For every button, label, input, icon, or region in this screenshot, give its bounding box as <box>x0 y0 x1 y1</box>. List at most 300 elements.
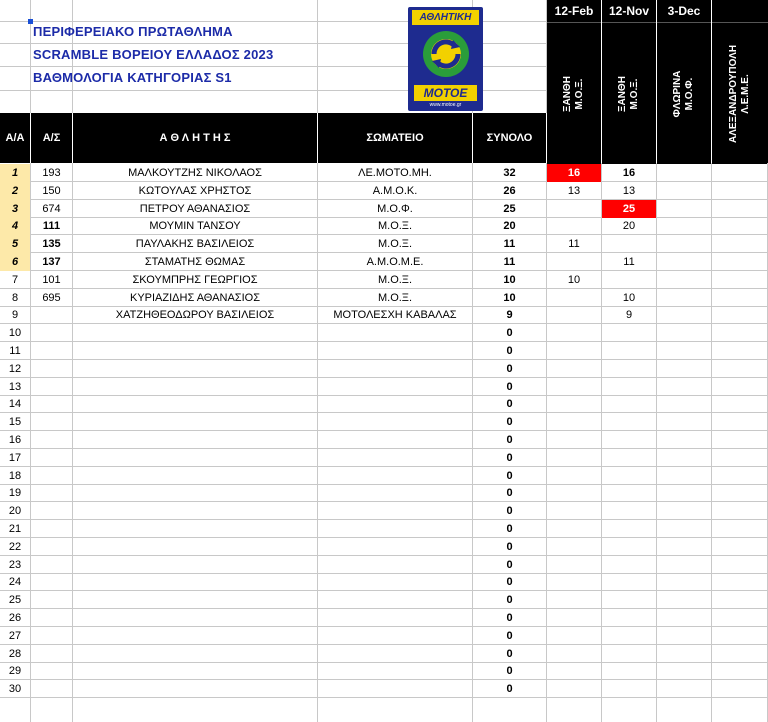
cell-e2[interactable] <box>602 591 656 609</box>
cell-e4[interactable] <box>712 182 767 200</box>
logo-url-text: www.motoe.gr <box>429 102 462 108</box>
cell-total[interactable]: 0 <box>506 576 513 589</box>
cell-e2[interactable] <box>602 378 656 396</box>
cell-e3[interactable] <box>657 217 711 235</box>
cell-e1[interactable] <box>547 467 601 485</box>
cell-e3[interactable] <box>657 573 711 591</box>
cell-e1[interactable] <box>547 502 601 520</box>
cell-total[interactable]: 0 <box>506 451 513 464</box>
cell-athlete[interactable] <box>73 680 317 698</box>
cell-as[interactable] <box>31 484 72 502</box>
cell-e2[interactable] <box>602 538 656 556</box>
cell-e1[interactable] <box>547 431 601 449</box>
cell-e3[interactable] <box>657 235 711 253</box>
cell-as[interactable] <box>31 591 72 609</box>
cell-e4[interactable] <box>712 573 767 591</box>
cell-e2[interactable] <box>602 467 656 485</box>
cell-total[interactable]: 0 <box>506 345 513 357</box>
cell-aa[interactable]: 17 <box>8 451 22 464</box>
cell-e3[interactable] <box>657 289 711 307</box>
cell-e3[interactable] <box>657 520 711 538</box>
cell-e4[interactable] <box>712 378 767 396</box>
grid-line <box>472 163 473 722</box>
cell-e2[interactable] <box>602 627 656 645</box>
cell-e1[interactable] <box>547 378 601 396</box>
cell-club[interactable] <box>318 449 472 467</box>
cell-athlete[interactable]: ΜΟΥΜΙΝ ΤΑΝΣΟΥ <box>149 220 241 233</box>
cell-total[interactable]: 0 <box>506 540 513 553</box>
cell-athlete[interactable] <box>73 413 317 431</box>
cell-club[interactable] <box>318 467 472 485</box>
cell-e1[interactable] <box>547 484 601 502</box>
table-row <box>0 609 768 627</box>
cell-total[interactable]: 0 <box>506 523 513 535</box>
cell-total[interactable]: 0 <box>506 612 513 624</box>
cell-aa[interactable]: 24 <box>8 576 22 589</box>
cell-club[interactable] <box>318 342 472 360</box>
cell-club[interactable] <box>318 324 472 342</box>
cell-athlete[interactable] <box>73 502 317 520</box>
cell-e2[interactable]: 10 <box>622 291 636 304</box>
cell-e2[interactable] <box>602 520 656 538</box>
cell-e2[interactable] <box>602 662 656 680</box>
table-row <box>0 164 768 182</box>
cell-athlete[interactable] <box>73 449 317 467</box>
cell-as[interactable] <box>31 342 72 360</box>
cell-as[interactable]: 674 <box>42 202 61 215</box>
cell-total[interactable]: 0 <box>506 505 513 518</box>
cell-e3[interactable] <box>657 342 711 360</box>
cell-as[interactable] <box>31 324 72 342</box>
cell-athlete[interactable] <box>73 662 317 680</box>
cell-as[interactable] <box>31 431 72 449</box>
grid-line <box>30 0 31 113</box>
cell-as[interactable]: 111 <box>42 220 61 233</box>
cell-total[interactable]: 11 <box>503 256 516 268</box>
cell-e2[interactable] <box>602 609 656 627</box>
cell-e3[interactable] <box>657 182 711 200</box>
table-row <box>0 591 768 609</box>
cell-aa[interactable]: 23 <box>8 558 22 571</box>
cell-e1[interactable] <box>547 413 601 431</box>
cell-athlete[interactable] <box>73 609 317 627</box>
cell-as[interactable] <box>31 556 72 574</box>
cell-e3[interactable] <box>657 253 711 271</box>
cell-e4[interactable] <box>712 502 767 520</box>
cell-as[interactable]: 137 <box>42 256 61 268</box>
cell-total[interactable]: 26 <box>503 184 516 197</box>
cell-e3[interactable] <box>657 627 711 645</box>
cell-e1[interactable] <box>547 591 601 609</box>
cell-club[interactable]: Α.Μ.Ο.Κ. <box>372 184 418 197</box>
table-row <box>0 573 768 591</box>
cell-total[interactable]: 0 <box>506 469 513 482</box>
cell-e4[interactable] <box>712 627 767 645</box>
motoe-logo <box>408 7 483 111</box>
cell-e3[interactable] <box>657 271 711 289</box>
cell-e2[interactable] <box>602 271 656 289</box>
title-line-3: ΒΑΘΜΟΛΟΓΙΑ ΚΑΤΗΓΟΡΙΑΣ S1 <box>33 70 232 85</box>
cell-as[interactable] <box>31 573 72 591</box>
cell-club[interactable] <box>318 360 472 378</box>
cell-as[interactable] <box>31 467 72 485</box>
cell-aa[interactable]: 27 <box>8 629 22 642</box>
cell-e3[interactable] <box>657 360 711 378</box>
cell-as[interactable]: 193 <box>42 167 61 179</box>
cell-total[interactable]: 10 <box>503 273 516 286</box>
table-row <box>0 431 768 449</box>
cell-aa[interactable]: 25 <box>8 594 22 607</box>
cell-e2[interactable] <box>602 324 656 342</box>
cell-club[interactable] <box>318 413 472 431</box>
column-header-aa: Α/Α <box>0 113 30 163</box>
cell-e1[interactable] <box>547 538 601 556</box>
cell-athlete[interactable]: ΣΚΟΥΜΠΡΗΣ ΓΕΩΡΓΙΟΣ <box>132 273 258 286</box>
cell-aa[interactable]: 10 <box>8 327 22 340</box>
cell-e1[interactable] <box>547 360 601 378</box>
cell-e4[interactable] <box>712 217 767 235</box>
cell-e1[interactable] <box>547 200 601 218</box>
cell-aa[interactable]: 8 <box>11 291 19 304</box>
cell-as[interactable] <box>31 360 72 378</box>
cell-e2[interactable] <box>602 360 656 378</box>
cell-athlete[interactable]: ΠΕΤΡΟΥ ΑΘΑΝΑΣΙΟΣ <box>139 202 251 215</box>
cell-aa[interactable]: 11 <box>9 345 21 357</box>
cell-club[interactable] <box>318 627 472 645</box>
cell-e3[interactable] <box>657 431 711 449</box>
cell-athlete[interactable] <box>73 538 317 556</box>
cell-e1[interactable] <box>547 217 601 235</box>
cell-athlete[interactable] <box>73 395 317 413</box>
event-name-2: ΞΑΝΘΗ Μ.Ο.Ξ. <box>617 75 640 112</box>
cell-e4[interactable] <box>712 413 767 431</box>
cell-total[interactable]: 11 <box>503 238 516 251</box>
cell-aa[interactable]: 18 <box>8 469 22 482</box>
cell-aa[interactable]: 14 <box>8 398 22 411</box>
grid-line <box>317 0 318 113</box>
cell-e3[interactable] <box>657 378 711 396</box>
cell-athlete[interactable] <box>73 378 317 396</box>
cell-as[interactable] <box>31 680 72 698</box>
cell-club[interactable] <box>318 484 472 502</box>
table-row <box>0 680 768 698</box>
cell-total[interactable]: 0 <box>506 683 513 696</box>
cell-e4[interactable] <box>712 306 767 324</box>
cell-as[interactable] <box>31 609 72 627</box>
cell-total[interactable]: 0 <box>506 327 513 340</box>
event-date-1: 12-Feb <box>547 0 601 22</box>
cell-e3[interactable] <box>657 556 711 574</box>
cell-e2[interactable] <box>602 413 656 431</box>
cell-club[interactable] <box>318 573 472 591</box>
cell-aa[interactable]: 22 <box>8 540 22 553</box>
cell-e1[interactable] <box>547 556 601 574</box>
cell-aa[interactable]: 3 <box>0 200 30 218</box>
cell-e3[interactable] <box>657 609 711 627</box>
cell-club[interactable] <box>318 591 472 609</box>
cell-e2[interactable]: 13 <box>622 184 636 197</box>
cell-aa[interactable]: 2 <box>0 182 30 200</box>
cell-e3[interactable] <box>657 484 711 502</box>
cell-club[interactable]: Α.Μ.Ο.Μ.Ε. <box>366 256 424 268</box>
cell-e4[interactable] <box>712 342 767 360</box>
cell-athlete[interactable] <box>73 645 317 663</box>
cell-as[interactable]: 150 <box>42 184 61 197</box>
cell-e1[interactable]: 11 <box>568 238 580 251</box>
cell-e2[interactable]: 25 <box>602 200 656 218</box>
column-header-as: Α/Σ <box>31 113 72 163</box>
cell-as[interactable] <box>31 662 72 680</box>
cell-club[interactable]: ΛΕ.ΜΟΤΟ.ΜΗ. <box>358 167 432 179</box>
cell-e1[interactable] <box>547 306 601 324</box>
cell-e2[interactable]: 16 <box>622 167 636 179</box>
cell-as[interactable] <box>31 538 72 556</box>
cell-e3[interactable] <box>657 591 711 609</box>
cell-e2[interactable] <box>602 395 656 413</box>
cell-athlete[interactable] <box>73 627 317 645</box>
cell-e4[interactable] <box>712 235 767 253</box>
cell-total[interactable]: 25 <box>503 202 516 215</box>
cell-total[interactable]: 32 <box>503 167 516 179</box>
cell-club[interactable] <box>318 609 472 627</box>
cell-as[interactable]: 695 <box>42 291 61 304</box>
cell-e3[interactable] <box>657 164 711 182</box>
cell-aa[interactable]: 26 <box>8 612 22 624</box>
logo-top-text: ΑΘΛΗΤΙΚΗ <box>412 10 479 25</box>
cell-e4[interactable] <box>712 591 767 609</box>
cell-aa[interactable]: 16 <box>8 434 22 446</box>
cell-total[interactable]: 0 <box>506 398 513 411</box>
cell-as[interactable] <box>31 378 72 396</box>
cell-e4[interactable] <box>712 253 767 271</box>
grid-line <box>30 163 31 722</box>
column-header-athlete: Α Θ Λ Η Τ Η Σ <box>73 113 317 163</box>
cell-e2[interactable] <box>602 556 656 574</box>
cell-club[interactable] <box>318 645 472 663</box>
event-date-4 <box>712 0 768 22</box>
cell-as[interactable] <box>31 306 72 324</box>
cell-e4[interactable] <box>712 395 767 413</box>
cell-e1[interactable] <box>547 449 601 467</box>
cell-aa[interactable]: 5 <box>0 235 30 253</box>
cell-total[interactable]: 0 <box>506 416 513 429</box>
cell-club[interactable] <box>318 502 472 520</box>
cell-club[interactable] <box>318 662 472 680</box>
cell-as[interactable] <box>31 627 72 645</box>
column-header-total: ΣΥΝΟΛΟ <box>473 113 546 163</box>
cell-as[interactable] <box>31 502 72 520</box>
cell-aa[interactable]: 6 <box>0 253 30 271</box>
table-row <box>0 662 768 680</box>
cell-e2[interactable] <box>602 502 656 520</box>
cell-club[interactable]: Μ.Ο.Φ. <box>377 202 413 215</box>
cell-club[interactable] <box>318 395 472 413</box>
cell-total[interactable]: 10 <box>503 291 516 304</box>
cell-e4[interactable] <box>712 556 767 574</box>
cell-total[interactable]: 0 <box>506 558 513 571</box>
cell-e4[interactable] <box>712 324 767 342</box>
table-row <box>0 289 768 307</box>
cell-e2[interactable] <box>602 484 656 502</box>
cell-e1[interactable] <box>547 680 601 698</box>
cell-e3[interactable] <box>657 200 711 218</box>
cell-aa[interactable]: 7 <box>11 273 19 286</box>
cell-club[interactable] <box>318 680 472 698</box>
cell-as[interactable]: 101 <box>42 273 61 286</box>
cell-e1[interactable] <box>547 324 601 342</box>
cell-e4[interactable] <box>712 467 767 485</box>
cell-e3[interactable] <box>657 395 711 413</box>
cell-athlete[interactable]: ΚΥΡΙΑΖΙΔΗΣ ΑΘΑΝΑΣΙΟΣ <box>129 291 260 304</box>
cell-e1[interactable] <box>547 395 601 413</box>
cell-e4[interactable] <box>712 484 767 502</box>
cell-aa[interactable]: 29 <box>8 665 22 678</box>
cell-e3[interactable] <box>657 449 711 467</box>
cell-aa[interactable]: 13 <box>8 380 22 393</box>
cell-total[interactable]: 9 <box>506 309 513 322</box>
cell-e2[interactable] <box>602 342 656 360</box>
cell-athlete[interactable] <box>73 342 317 360</box>
cell-e4[interactable] <box>712 538 767 556</box>
cell-e4[interactable] <box>712 200 767 218</box>
cell-as[interactable] <box>31 449 72 467</box>
cell-total[interactable]: 0 <box>506 434 513 446</box>
cell-as[interactable] <box>31 395 72 413</box>
cell-athlete[interactable] <box>73 484 317 502</box>
table-row <box>0 556 768 574</box>
cell-club[interactable] <box>318 538 472 556</box>
cell-e2[interactable]: 9 <box>625 309 633 322</box>
grid-line <box>711 163 712 722</box>
cell-athlete[interactable]: ΚΩΤΟΥΛΑΣ ΧΡΗΣΤΟΣ <box>138 184 252 197</box>
cell-e1[interactable] <box>547 289 601 307</box>
cell-athlete[interactable] <box>73 573 317 591</box>
cell-total[interactable]: 0 <box>506 665 513 678</box>
cell-aa[interactable]: 12 <box>8 362 22 375</box>
cell-e3[interactable] <box>657 645 711 663</box>
cell-e4[interactable] <box>712 520 767 538</box>
cell-aa[interactable]: 28 <box>8 647 22 660</box>
cell-e2[interactable]: 11 <box>623 256 635 268</box>
cell-total[interactable]: 0 <box>506 629 513 642</box>
cell-club[interactable] <box>318 556 472 574</box>
cell-e4[interactable] <box>712 645 767 663</box>
cell-e3[interactable] <box>657 413 711 431</box>
cell-e1[interactable]: 10 <box>567 273 581 286</box>
table-row <box>0 342 768 360</box>
cell-athlete[interactable]: ΣΤΑΜΑΤΗΣ ΘΩΜΑΣ <box>144 256 246 268</box>
cell-e3[interactable] <box>657 538 711 556</box>
event-name-1: ΞΑΝΘΗ Μ.Ο.Ξ. <box>562 75 585 112</box>
cell-e4[interactable] <box>712 360 767 378</box>
cell-club[interactable] <box>318 378 472 396</box>
cell-e1[interactable] <box>547 645 601 663</box>
cell-e1[interactable] <box>547 342 601 360</box>
cell-total[interactable]: 0 <box>506 487 513 500</box>
cell-athlete[interactable] <box>73 467 317 485</box>
cell-as[interactable] <box>31 520 72 538</box>
cell-e1[interactable] <box>547 253 601 271</box>
logo-wheel-icon <box>420 28 472 80</box>
cell-athlete[interactable] <box>73 324 317 342</box>
cell-club[interactable]: ΜΟΤΟΛΕΣΧΗ ΚΑΒΑΛΑΣ <box>333 309 457 322</box>
cell-e1[interactable]: 13 <box>567 184 581 197</box>
cell-e1[interactable] <box>547 520 601 538</box>
cell-aa[interactable]: 19 <box>8 487 22 500</box>
cell-aa[interactable]: 9 <box>11 309 19 322</box>
cell-athlete[interactable] <box>73 520 317 538</box>
cell-aa[interactable]: 21 <box>8 523 22 535</box>
cell-as[interactable]: 135 <box>42 238 61 251</box>
cell-aa[interactable]: 4 <box>0 217 30 235</box>
cell-e3[interactable] <box>657 662 711 680</box>
cell-total[interactable]: 0 <box>506 594 513 607</box>
cell-e1[interactable] <box>547 662 601 680</box>
cell-e1[interactable] <box>547 627 601 645</box>
cell-e4[interactable] <box>712 164 767 182</box>
cell-total[interactable]: 20 <box>503 220 516 233</box>
cell-aa[interactable]: 30 <box>8 683 22 696</box>
cell-e2[interactable] <box>602 449 656 467</box>
cell-athlete[interactable]: ΜΑΛΚΟΥΤΖΗΣ ΝΙΚΟΛΑΟΣ <box>128 167 262 179</box>
cell-club[interactable] <box>318 520 472 538</box>
cell-e4[interactable] <box>712 680 767 698</box>
cell-e1[interactable] <box>547 609 601 627</box>
cell-e4[interactable] <box>712 431 767 449</box>
cell-club[interactable]: Μ.Ο.Ξ. <box>377 220 413 233</box>
cell-e3[interactable] <box>657 324 711 342</box>
cell-aa[interactable]: 1 <box>0 164 30 182</box>
cell-e1[interactable]: 16 <box>547 164 601 182</box>
cell-e4[interactable] <box>712 662 767 680</box>
cell-e3[interactable] <box>657 306 711 324</box>
event-header-3 <box>657 22 711 164</box>
cell-e4[interactable] <box>712 449 767 467</box>
cell-total[interactable]: 0 <box>506 380 513 393</box>
cell-e2[interactable] <box>602 431 656 449</box>
cell-e4[interactable] <box>712 271 767 289</box>
cell-e2[interactable]: 20 <box>622 220 636 233</box>
cell-e2[interactable] <box>602 680 656 698</box>
cell-as[interactable] <box>31 413 72 431</box>
cell-aa[interactable]: 20 <box>8 505 22 518</box>
cell-athlete[interactable]: ΠΑΥΛΑΚΗΣ ΒΑΣΙΛΕΙΟΣ <box>135 238 255 251</box>
cell-athlete[interactable] <box>73 591 317 609</box>
cell-total[interactable]: 0 <box>506 647 513 660</box>
cell-e4[interactable] <box>712 289 767 307</box>
cell-e3[interactable] <box>657 680 711 698</box>
cell-e3[interactable] <box>657 502 711 520</box>
cell-e2[interactable] <box>602 645 656 663</box>
cell-athlete[interactable] <box>73 556 317 574</box>
cell-total[interactable]: 0 <box>506 362 513 375</box>
cell-e2[interactable] <box>602 235 656 253</box>
cell-club[interactable]: Μ.Ο.Ξ. <box>377 291 413 304</box>
cell-athlete[interactable]: ΧΑΤΖΗΘΕΟΔΩΡΟΥ ΒΑΣΙΛΕΙΟΣ <box>115 309 275 322</box>
cell-club[interactable]: Μ.Ο.Ξ. <box>377 238 413 251</box>
cell-club[interactable]: Μ.Ο.Ξ. <box>377 273 413 286</box>
cell-e3[interactable] <box>657 467 711 485</box>
cell-e2[interactable] <box>602 573 656 591</box>
table-row <box>0 484 768 502</box>
cell-e4[interactable] <box>712 609 767 627</box>
cell-aa[interactable]: 15 <box>8 416 22 429</box>
cell-athlete[interactable] <box>73 360 317 378</box>
cell-athlete[interactable] <box>73 431 317 449</box>
cell-as[interactable] <box>31 645 72 663</box>
cell-e1[interactable] <box>547 573 601 591</box>
cell-club[interactable] <box>318 431 472 449</box>
